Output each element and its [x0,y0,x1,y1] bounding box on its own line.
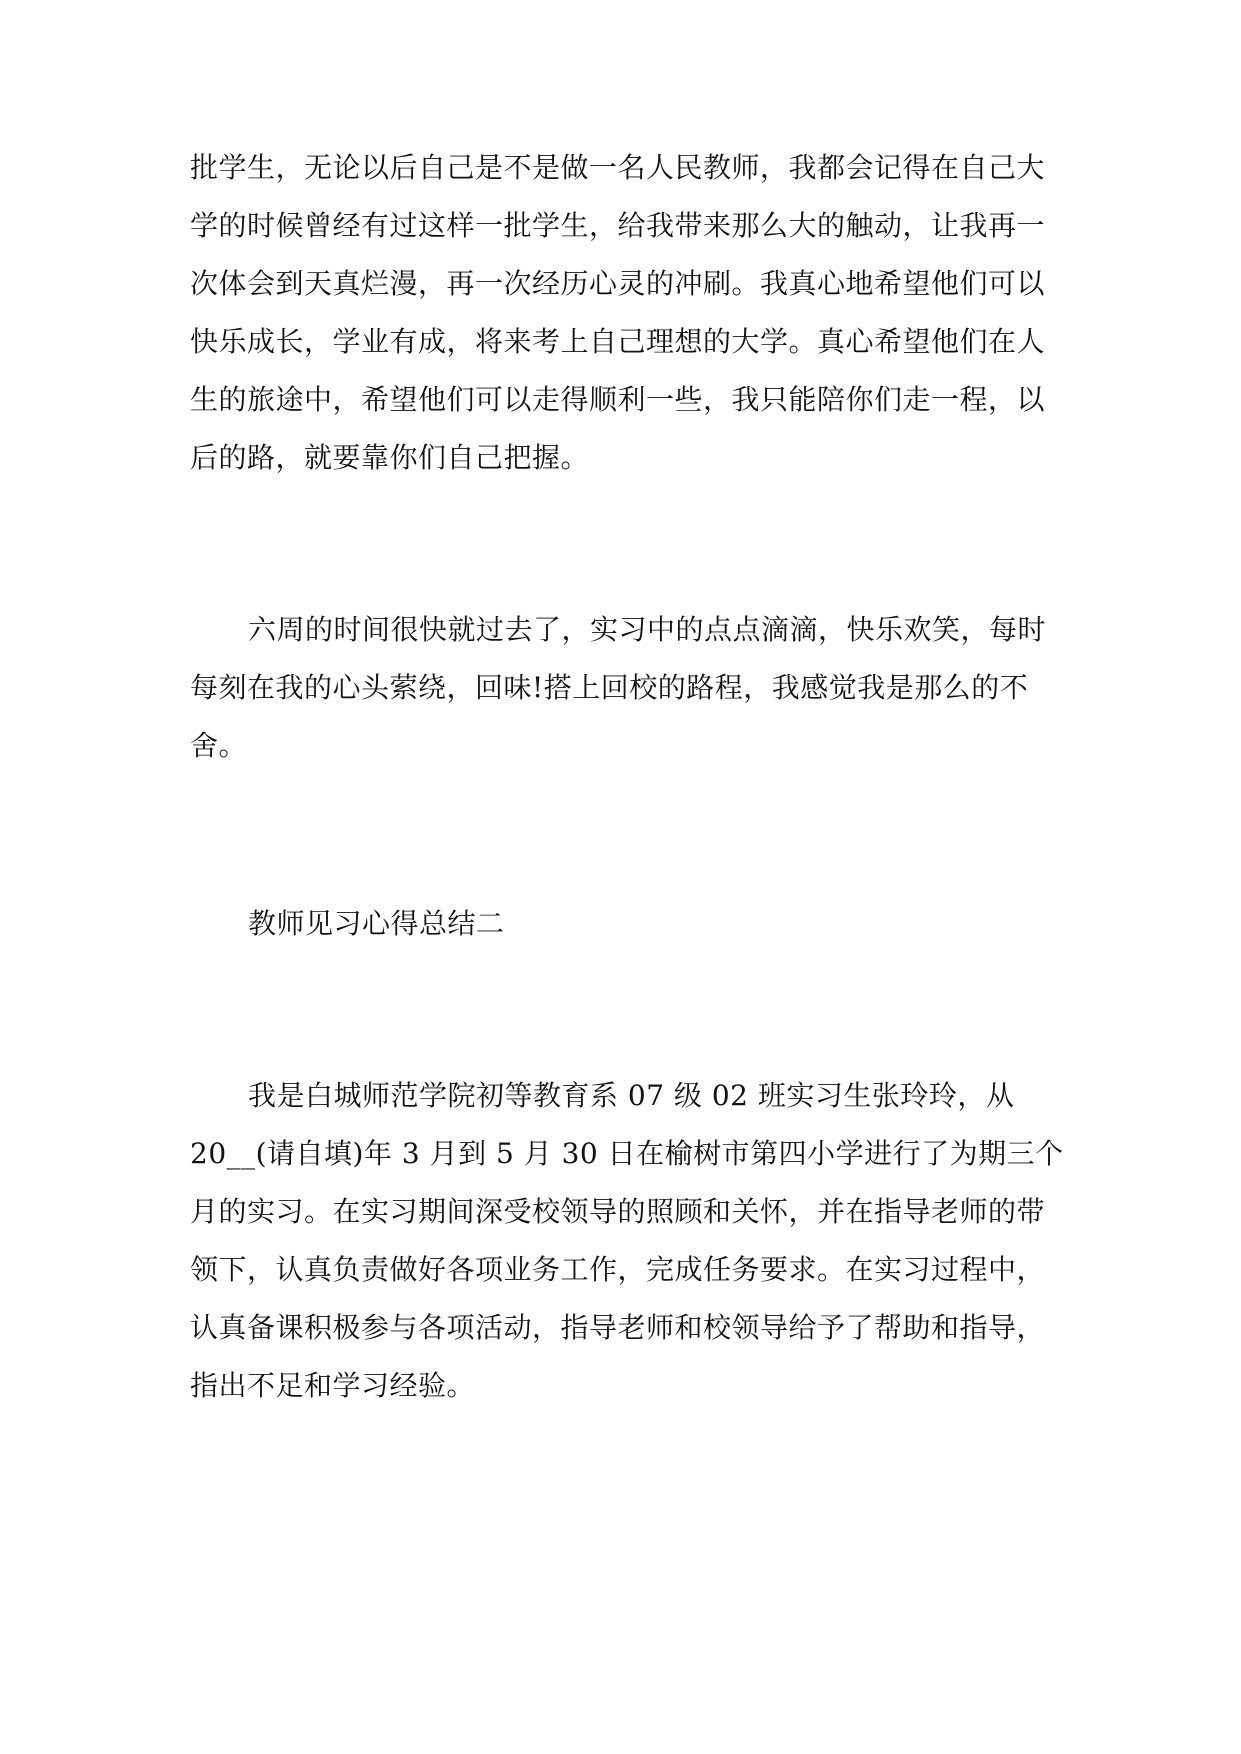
paragraph-4-line-2: 20__(请自填)年 3 月到 5 月 30 日在榆树市第四小学进行了为期三个 [190,1137,1064,1170]
section-heading: 教师见习心得总结二 [248,907,505,940]
paragraph-4-line-6: 指出不足和学习经验。 [190,1369,476,1402]
paragraph-1-line-2: 学的时候曾经有过这样一批学生，给我带来那么大的触动，让我再一 [190,209,1046,242]
paragraph-1-line-5: 生的旅途中，希望他们可以走得顺利一些，我只能陪你们走一程，以 [190,383,1046,416]
paragraph-1-line-4: 快乐成长，学业有成，将来考上自己理想的大学。真心希望他们在人 [190,325,1046,358]
paragraph-4-line-1: 我是白城师范学院初等教育系 07 级 02 班实习生张玲玲，从 [248,1079,1015,1112]
paragraph-1-line-1: 批学生，无论以后自己是不是做一名人民教师，我都会记得在自己大 [190,151,1046,184]
paragraph-4-line-3: 月的实习。在实习期间深受校领导的照顾和关怀，并在指导老师的带 [190,1195,1046,1228]
paragraph-2-line-3: 舍。 [190,729,248,762]
paragraph-2-line-1: 六周的时间很快就过去了，实习中的点点滴滴，快乐欢笑，每时 [248,613,1047,646]
paragraph-4-line-5: 认真备课积极参与各项活动，指导老师和校领导给予了帮助和指导， [190,1311,1046,1344]
paragraph-1-line-3: 次体会到天真烂漫，再一次经历心灵的冲刷。我真心地希望他们可以 [190,267,1046,300]
paragraph-1-line-6: 后的路，就要靠你们自己把握。 [190,441,590,474]
paragraph-4-line-4: 领下，认真负责做好各项业务工作，完成任务要求。在实习过程中， [190,1253,1046,1286]
paragraph-2-line-2: 每刻在我的心头萦绕，回味!搭上回校的路程，我感觉我是那么的不 [190,671,1029,704]
